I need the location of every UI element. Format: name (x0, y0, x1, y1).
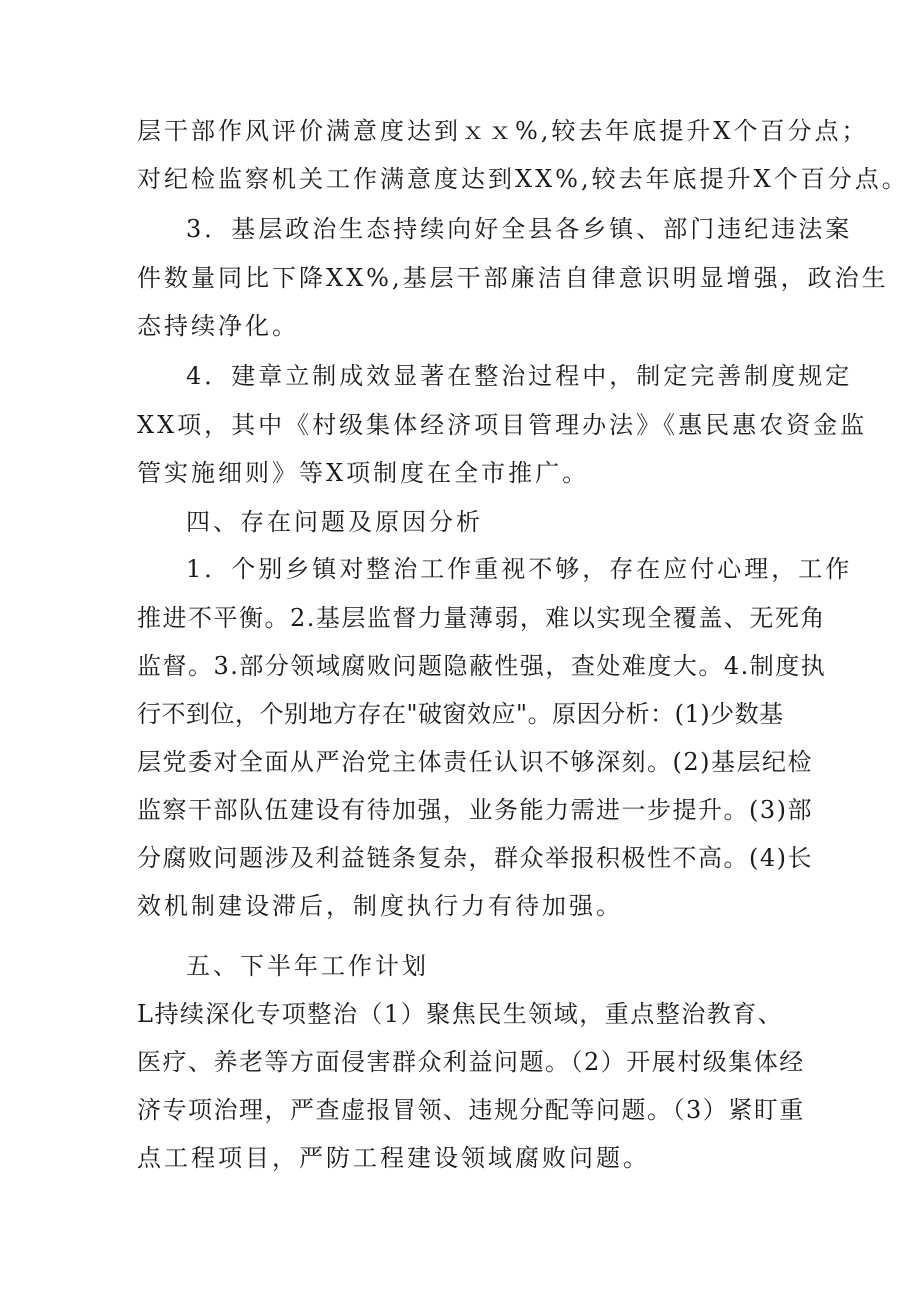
paragraph-line: 4．建章立制成效显著在整治过程中，制定完善制度规定 (186, 362, 853, 390)
paragraph-line: 分腐败问题涉及利益链条复杂，群众举报积极性不高。(4)长 (137, 844, 813, 872)
paragraph-line: 济专项治理，严查虚报冒领、违规分配等问题。（3）紧盯重 (137, 1096, 805, 1124)
paragraph-line: 医疗、养老等方面侵害群众利益问题。（2）开展村级集体经 (137, 1048, 805, 1076)
paragraph-line: 对纪检监察机关工作满意度达到XX%,较去年底提升X个百分点。 (137, 165, 909, 193)
paragraph-line: 件数量同比下降XX%,基层干部廉洁自律意识明显增强，政治生 (137, 264, 889, 292)
paragraph-line: 监督。3.部分领域腐败问题隐蔽性强，查处难度大。4.制度执 (137, 652, 827, 680)
paragraph-line: L持续深化专项整治（1）聚焦民生领域，重点整治教育、 (137, 1000, 784, 1028)
paragraph-line: 3．基层政治生态持续向好全县各乡镇、部门违纪违法案 (186, 215, 853, 243)
paragraph-line: 效机制建设滞后，制度执行力有待加强。 (137, 892, 623, 920)
section-heading: 五、下半年工作计划 (186, 952, 429, 980)
paragraph-line: 管实施细则》等X项制度在全市推广。 (137, 459, 590, 487)
paragraph-line: 1．个别乡镇对整治工作重视不够，存在应付心理，工作 (186, 555, 853, 583)
section-heading: 四、存在问题及原因分析 (186, 508, 483, 536)
paragraph-line: 行不到位，个别地方存在"破窗效应"。原因分析：(1)少数基 (137, 700, 784, 728)
paragraph-line: 态持续净化。 (137, 312, 299, 340)
paragraph-line: 层干部作风评价满意度达到ｘｘ%,较去年底提升X个百分点； (137, 117, 869, 145)
paragraph-line: XX项，其中《村级集体经济项目管理办法》《惠民惠农资金监 (137, 411, 868, 439)
paragraph-line: 推进不平衡。2.基层监督力量薄弱，难以实现全覆盖、无死角 (137, 604, 826, 632)
paragraph-line: 层党委对全面从严治党主体责任认识不够深刻。(2)基层纪检 (137, 748, 813, 776)
paragraph-line: 点工程项目，严防工程建设领域腐败问题。 (137, 1144, 650, 1172)
paragraph-line: 监察干部队伍建设有待加强，业务能力需进一步提升。(3)部 (137, 796, 813, 824)
